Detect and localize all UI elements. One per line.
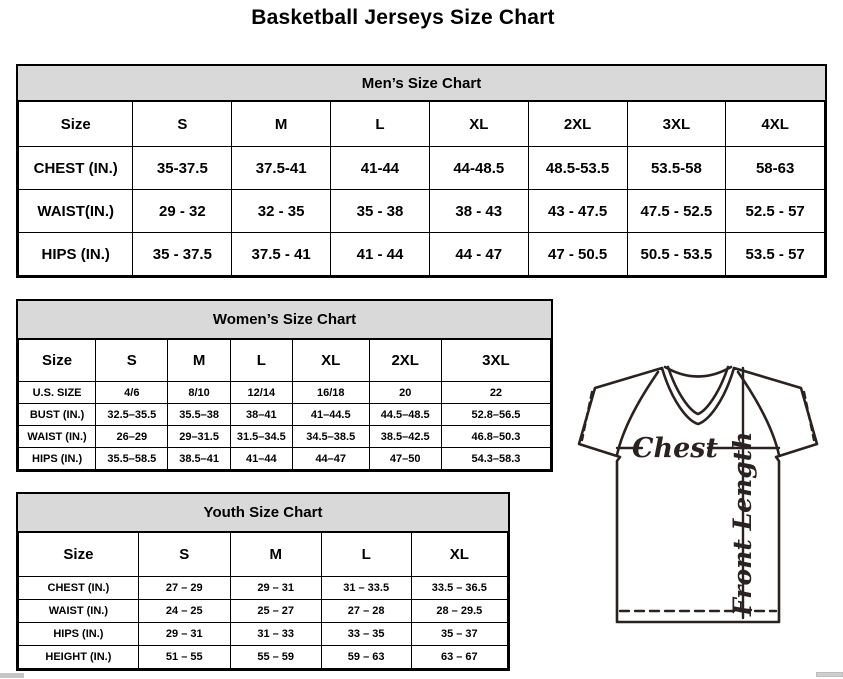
- size-value-cell: 35 - 37.5: [133, 233, 232, 276]
- size-value-cell: 53.5-58: [627, 147, 726, 190]
- size-value-cell: 35-37.5: [133, 147, 232, 190]
- size-value-cell: 8/10: [168, 382, 230, 404]
- size-value-cell: 31 – 33: [230, 623, 321, 646]
- size-value-cell: 43 - 47.5: [528, 190, 627, 233]
- size-value-cell: 59 – 63: [321, 646, 411, 669]
- column-header: L: [331, 102, 430, 147]
- size-value-cell: 41-44: [331, 147, 430, 190]
- size-value-cell: 44-48.5: [429, 147, 528, 190]
- row-label: HEIGHT (IN.): [19, 646, 139, 669]
- size-value-cell: 34.5–38.5: [292, 426, 369, 448]
- column-header: M: [230, 533, 321, 577]
- jersey-measurement-diagram: [558, 358, 840, 634]
- column-header: XL: [411, 533, 507, 577]
- size-value-cell: 12/14: [230, 382, 292, 404]
- size-value-cell: 44.5–48.5: [369, 404, 441, 426]
- size-value-cell: 33.5 – 36.5: [411, 577, 507, 600]
- row-label: CHEST (IN.): [19, 147, 133, 190]
- row-label: BUST (IN.): [19, 404, 96, 426]
- size-value-cell: 63 – 67: [411, 646, 507, 669]
- collar-inner-line: [668, 367, 728, 414]
- size-value-cell: 32.5–35.5: [96, 404, 168, 426]
- column-header: M: [232, 102, 331, 147]
- size-value-cell: 44 - 47: [429, 233, 528, 276]
- size-value-cell: 28 – 29.5: [411, 600, 507, 623]
- column-header: M: [168, 340, 230, 382]
- row-label: WAIST (IN.): [19, 426, 96, 448]
- size-value-cell: 29–31.5: [168, 426, 230, 448]
- size-value-cell: 38.5–42.5: [369, 426, 441, 448]
- size-value-cell: 27 – 29: [138, 577, 230, 600]
- table-row: [19, 600, 508, 623]
- size-value-cell: 32 - 35: [232, 190, 331, 233]
- size-value-cell: 58-63: [726, 147, 825, 190]
- size-value-cell: 27 – 28: [321, 600, 411, 623]
- size-value-cell: 20: [369, 382, 441, 404]
- table-row: [19, 382, 551, 404]
- page-title: Basketball Jerseys Size Chart: [251, 6, 555, 29]
- size-value-cell: 35 – 37: [411, 623, 507, 646]
- row-label: CHEST (IN.): [19, 577, 139, 600]
- size-value-cell: 51 – 55: [138, 646, 230, 669]
- size-value-cell: 44–47: [292, 448, 369, 470]
- size-header-row: [19, 340, 551, 382]
- size-value-cell: 38–41: [230, 404, 292, 426]
- size-header-row: [19, 533, 508, 577]
- column-header: 2XL: [369, 340, 441, 382]
- size-value-cell: 26–29: [96, 426, 168, 448]
- scrollbar-fragment-left[interactable]: [0, 673, 24, 678]
- size-value-cell: 25 – 27: [230, 600, 321, 623]
- size-value-cell: 37.5 - 41: [232, 233, 331, 276]
- size-value-cell: 47 - 50.5: [528, 233, 627, 276]
- column-header: S: [138, 533, 230, 577]
- size-value-cell: 33 – 35: [321, 623, 411, 646]
- size-value-cell: 35.5–38: [168, 404, 230, 426]
- column-header: XL: [429, 102, 528, 147]
- column-header: 3XL: [627, 102, 726, 147]
- size-value-cell: 53.5 - 57: [726, 233, 825, 276]
- size-header-row: [19, 102, 825, 147]
- size-value-cell: 47.5 - 52.5: [627, 190, 726, 233]
- size-value-cell: 54.3–58.3: [441, 448, 550, 470]
- size-value-cell: 29 – 31: [230, 577, 321, 600]
- column-header: Size: [19, 340, 96, 382]
- row-label: HIPS (IN.): [19, 623, 139, 646]
- collar-band-line: [665, 367, 731, 377]
- table-row: [19, 190, 825, 233]
- column-header: S: [96, 340, 168, 382]
- size-value-cell: 52.8–56.5: [441, 404, 550, 426]
- size-value-cell: 38.5–41: [168, 448, 230, 470]
- womens-table: [18, 339, 551, 470]
- size-value-cell: 35.5–58.5: [96, 448, 168, 470]
- column-header: XL: [292, 340, 369, 382]
- size-value-cell: 50.5 - 53.5: [627, 233, 726, 276]
- mens-size-chart: [16, 64, 827, 278]
- youth-table: [18, 532, 508, 669]
- column-header: S: [133, 102, 232, 147]
- column-header: 3XL: [441, 340, 550, 382]
- chest-measure-label: Chest: [632, 433, 718, 464]
- row-label: U.S. SIZE: [19, 382, 96, 404]
- table-row: [19, 448, 551, 470]
- row-label: HIPS (IN.): [19, 448, 96, 470]
- mens-chart-title: Men’s Size Chart: [18, 66, 825, 101]
- table-row: [19, 404, 551, 426]
- size-value-cell: 24 – 25: [138, 600, 230, 623]
- size-value-cell: 41 - 44: [331, 233, 430, 276]
- size-value-cell: 4/6: [96, 382, 168, 404]
- jersey-outline-icon: [558, 358, 840, 634]
- size-value-cell: 35 - 38: [331, 190, 430, 233]
- size-value-cell: 41–44.5: [292, 404, 369, 426]
- mens-table: [18, 101, 825, 276]
- column-header: Size: [19, 102, 133, 147]
- size-value-cell: 31 – 33.5: [321, 577, 411, 600]
- size-value-cell: 29 - 32: [133, 190, 232, 233]
- jersey-body-outline: [579, 368, 817, 622]
- column-header: 4XL: [726, 102, 825, 147]
- youth-size-chart: [16, 492, 510, 671]
- womens-size-chart: [16, 299, 553, 472]
- size-value-cell: 29 – 31: [138, 623, 230, 646]
- size-value-cell: 47–50: [369, 448, 441, 470]
- table-row: [19, 233, 825, 276]
- size-value-cell: 52.5 - 57: [726, 190, 825, 233]
- table-row: [19, 623, 508, 646]
- row-label: HIPS (IN.): [19, 233, 133, 276]
- table-row: [19, 646, 508, 669]
- size-value-cell: 48.5-53.5: [528, 147, 627, 190]
- table-row: [19, 426, 551, 448]
- table-row: [19, 577, 508, 600]
- size-value-cell: 41–44: [230, 448, 292, 470]
- size-value-cell: 38 - 43: [429, 190, 528, 233]
- scrollbar-fragment-right[interactable]: [816, 672, 843, 677]
- row-label: WAIST (IN.): [19, 600, 139, 623]
- table-row: [19, 147, 825, 190]
- size-value-cell: 31.5–34.5: [230, 426, 292, 448]
- front-length-measure-label: Front Length: [728, 431, 757, 616]
- size-value-cell: 22: [441, 382, 550, 404]
- column-header: L: [230, 340, 292, 382]
- column-header: L: [321, 533, 411, 577]
- column-header: Size: [19, 533, 139, 577]
- size-value-cell: 46.8–50.3: [441, 426, 550, 448]
- row-label: WAIST(IN.): [19, 190, 133, 233]
- size-value-cell: 16/18: [292, 382, 369, 404]
- size-value-cell: 37.5-41: [232, 147, 331, 190]
- womens-chart-title: Women’s Size Chart: [18, 301, 551, 339]
- size-value-cell: 55 – 59: [230, 646, 321, 669]
- column-header: 2XL: [528, 102, 627, 147]
- youth-chart-title: Youth Size Chart: [18, 494, 508, 532]
